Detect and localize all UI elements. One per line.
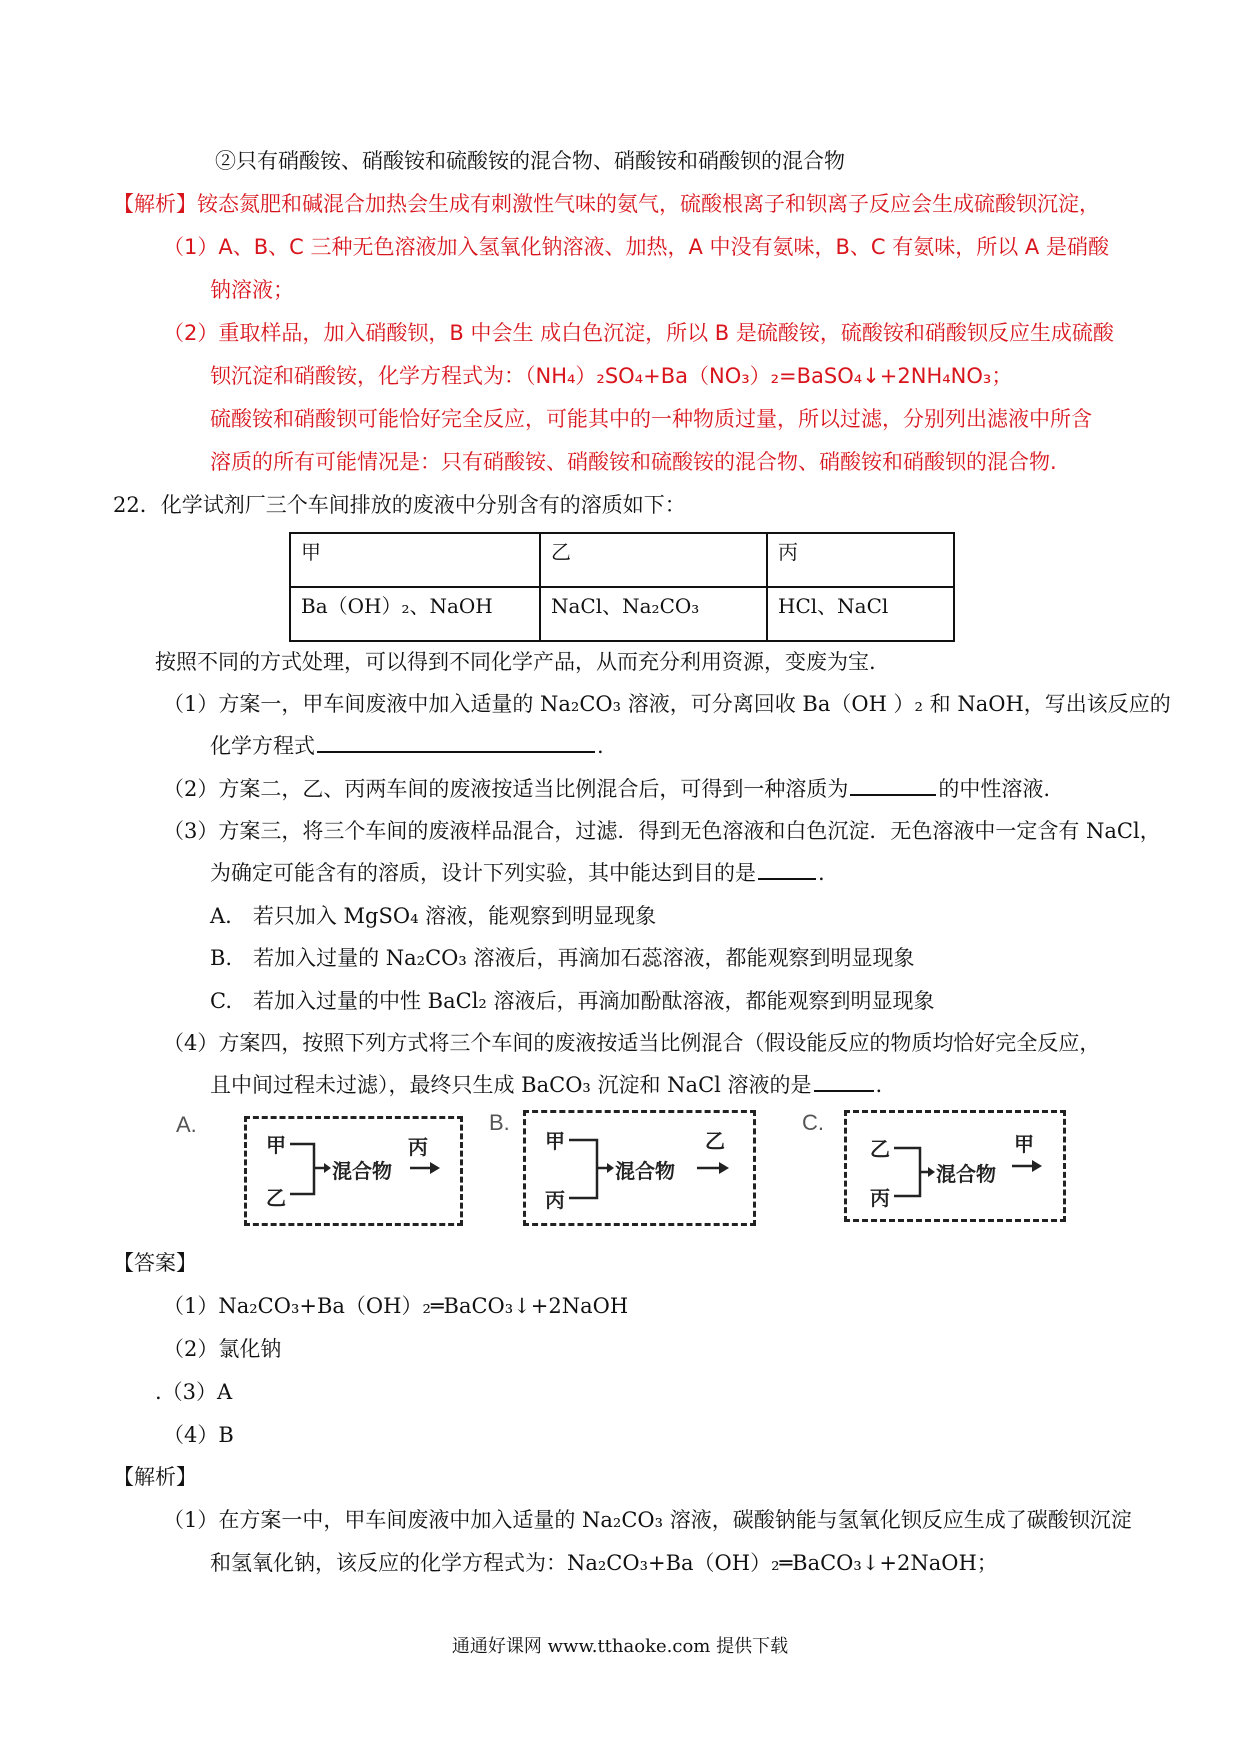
answer-blank[interactable] bbox=[850, 776, 936, 796]
answer-item: （1）Na₂CO₃+Ba（OH）₂═BaCO₃↓+2NaOH bbox=[163, 1294, 629, 1318]
flow-input-1: 甲 bbox=[545, 1129, 565, 1153]
flow-mixture: 混合物 bbox=[332, 1159, 392, 1183]
table-cell: HCl、NaCl bbox=[767, 587, 954, 641]
table-row bbox=[290, 587, 954, 641]
part3-line bbox=[210, 859, 825, 887]
option-b: B. 若加入过量的 Na₂CO₃ 溶液后，再滴加石蕊溶液，都能观察到明显现象 bbox=[210, 946, 915, 970]
analysis-equation: 钡沉淀和硝酸铵，化学方程式为：（NH₄）₂SO₄+Ba（NO₃）₂=BaSO₄↓+2NH₄NO₃； bbox=[210, 364, 1013, 388]
analysis-line: （1）A、B、C 三种无色溶液加入氢氧化钠溶液、加热，A 中没有氨味，B、C 有氨味，所以 A 是硝酸 bbox=[163, 235, 1109, 259]
answer-blank[interactable] bbox=[317, 733, 595, 753]
part3-line: （3）方案三，将三个车间的废液样品混合，过滤．得到无色溶液和白色沉淀．无色溶液中一定含有 NaCl， bbox=[163, 819, 1161, 843]
analysis-line: 钠溶液； bbox=[210, 278, 294, 302]
option-a: A. 若只加入 MgSO₄ 溶液，能观察到明显现象 bbox=[210, 904, 657, 928]
answer-item: .（3）A bbox=[155, 1380, 233, 1404]
flow-input-2: 乙 bbox=[266, 1186, 286, 1210]
analysis-line: 硫酸铵和硝酸钡可能恰好完全反应，可能其中的一种物质过量，所以过滤，分别列出滤液中所含 bbox=[210, 407, 1092, 431]
flow-letter: C. bbox=[802, 1110, 824, 1135]
flow-connector-icon bbox=[174, 1110, 474, 1230]
part1-text: 化学方程式 bbox=[210, 734, 315, 758]
flow-input-2: 丙 bbox=[870, 1186, 890, 1210]
flow-output: 乙 bbox=[705, 1129, 725, 1153]
answer-heading: 【答案】 bbox=[113, 1251, 197, 1275]
table-cell: Ba（OH）₂、NaOH bbox=[290, 587, 540, 641]
flow-diagram-c bbox=[800, 1108, 1080, 1232]
waste-table bbox=[289, 532, 955, 642]
part2-line bbox=[163, 775, 1050, 803]
part1-line: （1）方案一，甲车间废液中加入适量的 Na₂CO₃ 溶液，可分离回收 Ba（OH ）₂ 和 NaOH，写出该反应的 bbox=[163, 692, 1171, 716]
flow-letter: B. bbox=[489, 1110, 510, 1135]
flow-diagram-a bbox=[174, 1110, 474, 1230]
table-header: 丙 bbox=[767, 533, 954, 587]
flow-mixture: 混合物 bbox=[615, 1159, 675, 1183]
page-footer: 通通好课网 www.tthaoke.com 提供下载 bbox=[451, 1636, 789, 1657]
part2-text-end: 的中性溶液. bbox=[938, 777, 1051, 801]
part4-line: （4）方案四，按照下列方式将三个车间的废液按适当比例混合（假设能反应的物质均恰好完全反应， bbox=[163, 1031, 1101, 1055]
part3-period: . bbox=[818, 861, 825, 885]
answer-blank[interactable] bbox=[814, 1072, 874, 1092]
part4-line bbox=[210, 1071, 882, 1099]
table-cell: NaCl、Na₂CO₃ bbox=[540, 587, 767, 641]
flow-output: 丙 bbox=[408, 1135, 428, 1159]
flow-diagram-b bbox=[487, 1108, 767, 1232]
part4-text: 且中间过程未过滤），最终只生成 BaCO₃ 沉淀和 NaCl 溶液的是 bbox=[210, 1073, 812, 1097]
flow-letter: A. bbox=[176, 1112, 197, 1137]
flow-input-1: 乙 bbox=[870, 1137, 890, 1161]
analysis-heading: 【解析】 bbox=[113, 192, 197, 216]
part1-period: . bbox=[597, 734, 604, 758]
answer-blank[interactable] bbox=[758, 860, 816, 880]
flow-input-2: 丙 bbox=[545, 1188, 565, 1212]
answer-item: （2）氯化钠 bbox=[163, 1337, 282, 1361]
flow-mixture: 混合物 bbox=[936, 1162, 996, 1186]
analysis-heading: 【解析】 bbox=[113, 1465, 197, 1489]
question-stem: 22．化学试剂厂三个车间排放的废液中分别含有的溶质如下： bbox=[113, 493, 686, 517]
flow-output: 甲 bbox=[1014, 1132, 1034, 1156]
answer-line: ②只有硝酸铵、硝酸铵和硫酸铵的混合物、硝酸铵和硝酸钡的混合物 bbox=[215, 149, 845, 173]
table-header-row bbox=[290, 533, 954, 587]
analysis-line: 和氢氧化钠，该反应的化学方程式为：Na₂CO₃+Ba（OH）₂═BaCO₃↓+2NaOH； bbox=[210, 1551, 998, 1575]
table-header: 甲 bbox=[290, 533, 540, 587]
analysis-line: 溶质的所有可能情况是：只有硝酸铵、硝酸铵和硫酸铵的混合物、硝酸铵和硝酸钡的混合物. bbox=[210, 450, 1057, 474]
analysis-line bbox=[113, 190, 1100, 218]
part3-text: 为确定可能含有的溶质，设计下列实验，其中能达到目的是 bbox=[210, 861, 756, 885]
analysis-text: 铵态氮肥和碱混合加热会生成有刺激性气味的氨气，硫酸根离子和钡离子反应会生成硫酸钡沉淀， bbox=[197, 192, 1100, 216]
part4-period: . bbox=[875, 1073, 883, 1097]
part1-line bbox=[210, 732, 604, 760]
table-header: 乙 bbox=[540, 533, 767, 587]
question-intro: 按照不同的方式处理，可以得到不同化学产品，从而充分利用资源，变废为宝. bbox=[155, 650, 876, 674]
option-c: C. 若加入过量的中性 BaCl₂ 溶液后，再滴加酚酞溶液，都能观察到明显现象 bbox=[210, 989, 935, 1013]
analysis-line: （1）在方案一中，甲车间废液中加入适量的 Na₂CO₃ 溶液，碳酸钠能与氢氧化钡反应生成了碳酸钡沉淀 bbox=[163, 1508, 1132, 1532]
answer-item: （4）B bbox=[163, 1423, 234, 1447]
analysis-line: （2）重取样品，加入硝酸钡，B 中会生 成白色沉淀，所以 B 是硫酸铵，硫酸铵和硝酸钡反应生成硫酸 bbox=[163, 321, 1114, 345]
part2-text: （2）方案二，乙、丙两车间的废液按适当比例混合后，可得到一种溶质为 bbox=[163, 777, 849, 801]
flow-input-1: 甲 bbox=[266, 1133, 286, 1157]
